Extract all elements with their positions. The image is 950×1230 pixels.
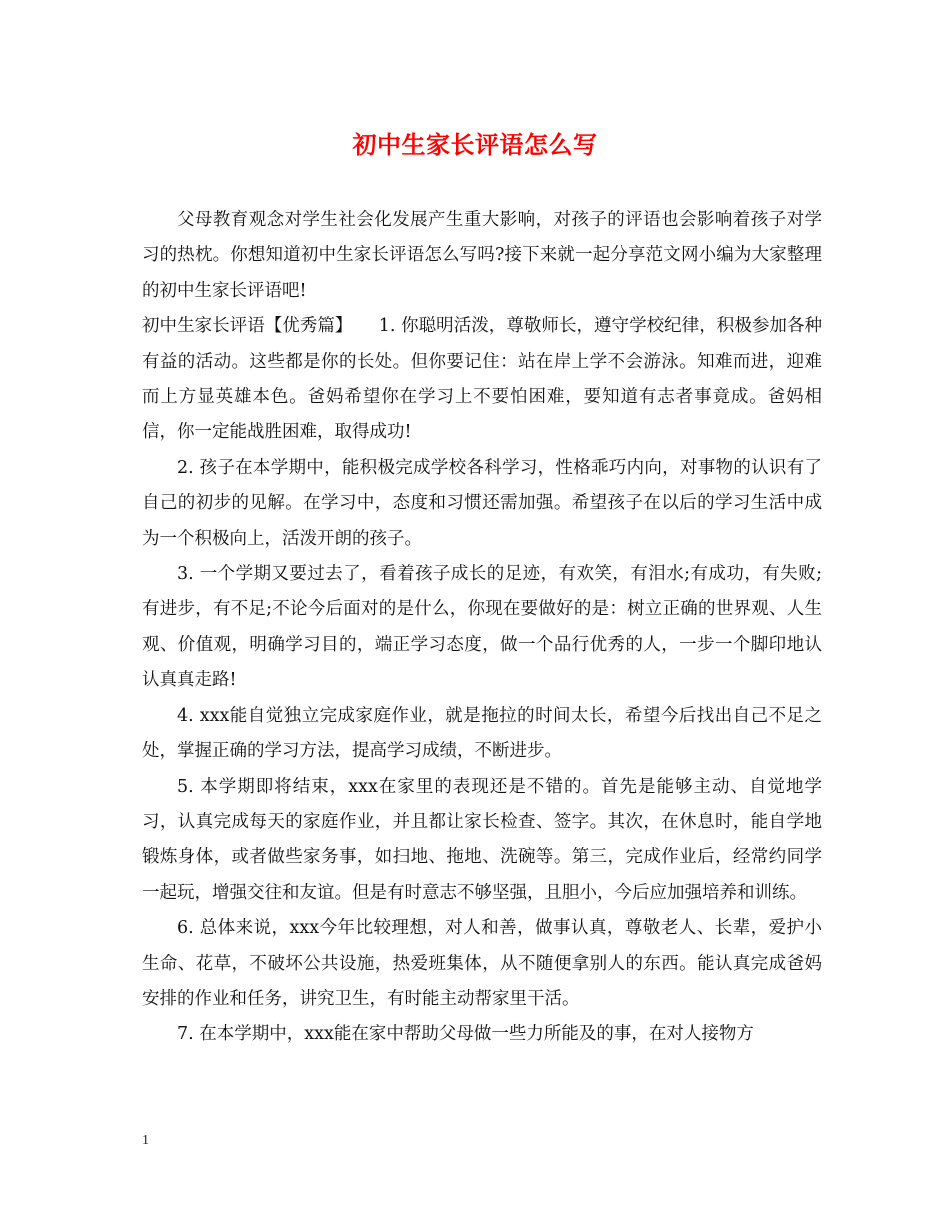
paragraph-comment-7: 7. 在本学期中，xxx能在家中帮助父母做一些力所能及的事，在对人接物方 — [177, 1024, 754, 1045]
paragraph-comment-5: 5. 本学期即将结束，xxx在家里的表现还是不错的。首先是能够主动、自觉地学习，认真完成每天的家庭作业，并且都让家长检查、签字。其次，在休息时，能自学地锻炼身体，或者做些家务事，如扫地、拖地、洗碗等。第三，完成作业后，经常约同学一起玩，增强交往和友谊。但是有时意志不够坚强，且胆小，今后应加强培养和训练。 — [142, 776, 822, 903]
page-number: 1 — [142, 1133, 149, 1148]
paragraph-comment-4: 4. xxx能自觉独立完成家庭作业，就是拖拉的时间太长，希望今后找出自己不足之处，掌握正确的学习方法，提高学习成绩，不断进步。 — [142, 705, 822, 762]
paragraph-comment-1: 初中生家长评语【优秀篇】 1. 你聪明活泼，尊敬师长，遵守学校纪律，积极参加各种有益的活动。这些都是你的长处。但你要记住：站在岸上学不会游泳。知难而进，迎难而上方显英雄本色。爸妈希望你在学习上不要怕困难，要知道有志者事竟成。爸妈相信，你一定能战胜困难，取得成功! — [142, 316, 822, 443]
paragraph-comment-6: 6. 总体来说，xxx今年比较理想，对人和善，做事认真，尊敬老人、长辈，爱护小生命、花草，不破坏公共设施，热爱班集体，从不随便拿别人的东西。能认真完成爸妈安排的作业和任务，讲究卫生，有时能主动帮家里干活。 — [142, 918, 822, 1009]
document-title: 初中生家长评语怎么写 — [352, 130, 598, 159]
document-body — [142, 203, 822, 1053]
paragraph-comment-2: 2. 孩子在本学期中，能积极完成学校各科学习，性格乖巧内向，对事物的认识有了自己的初步的见解。在学习中，态度和习惯还需加强。希望孩子在以后的学习生活中成为一个积极向上，活泼开朗的孩子。 — [142, 457, 822, 549]
paragraph-comment-3: 3. 一个学期又要过去了，看着孩子成长的足迹，有欢笑，有泪水;有成功，有失败;有进步，有不足;不论今后面对的是什么，你现在要做好的是：树立正确的世界观、人生观、价值观，明确学习目的，端正学习态度，做一个品行优秀的人，一步一个脚印地认认真真走路! — [142, 564, 822, 691]
paragraph-intro: 父母教育观念对学生社会化发展产生重大影响，对孩子的评语也会影响着孩子对学习的热枕。你想知道初中生家长评语怎么写吗?接下来就一起分享范文网小编为大家整理的初中生家长评语吧! — [142, 210, 822, 301]
